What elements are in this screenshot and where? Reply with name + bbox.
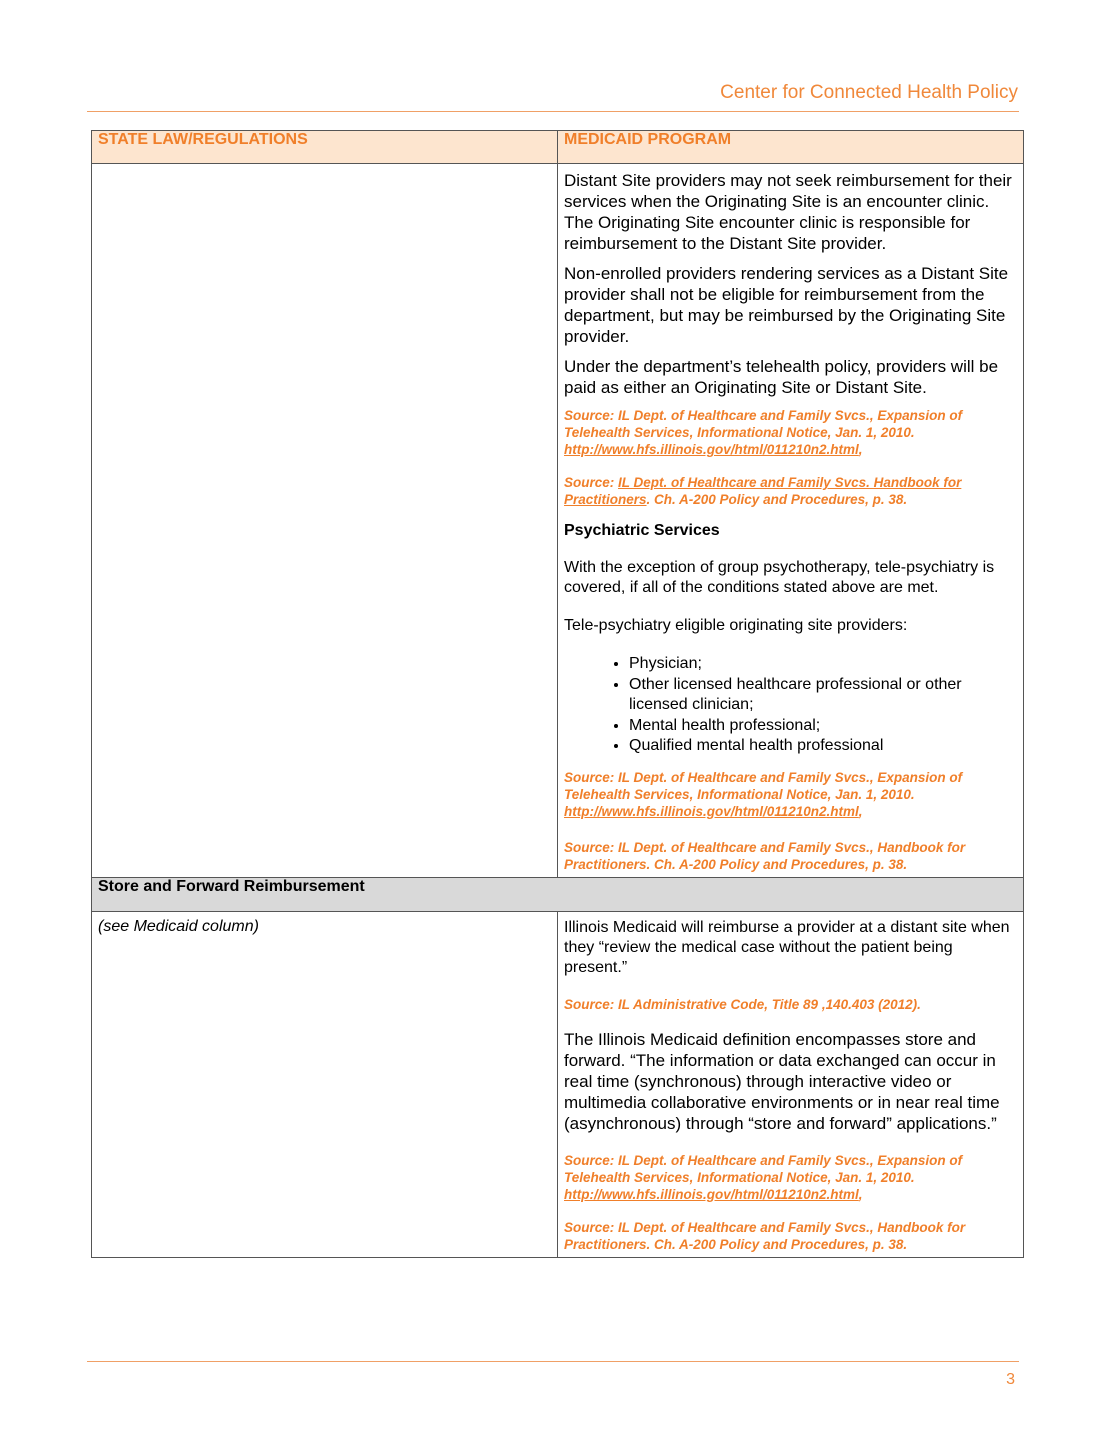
source-link[interactable]: http://www.hfs.illinois.gov/html/011210n2.html (564, 1186, 859, 1202)
section-title: Store and Forward Reimbursement (92, 877, 1024, 911)
column-header-medicaid: MEDICAID PROGRAM (558, 131, 1024, 164)
paragraph: Non-enrolled providers rendering services as a Distant Site provider shall not be eligible for reimbursement from the department, but may be reimbursed by the Originating Site provider. (564, 264, 1009, 346)
column-header-state-law: STATE LAW/REGULATIONS (92, 131, 558, 164)
source-link[interactable]: http://www.hfs.illinois.gov/html/011210n2.html (564, 442, 859, 457)
source-link[interactable]: http://www.hfs.illinois.gov/html/011210n2.html (564, 803, 859, 819)
source-citation: Source: IL Dept. of Healthcare and Family Svcs., Expansion of Telehealth Services, Informational Notice, Jan. 1, 2010. http://www.hfs.illinois.gov/html/011210n2.html, (564, 769, 963, 819)
list-item: • Mental health professional; (629, 716, 1017, 737)
provider-list (564, 654, 1017, 757)
header-title: Center for Connected Health Policy (720, 82, 1018, 103)
source-citation: Source: IL Administrative Code, Title 89 ,140.403 (2012). (564, 996, 921, 1012)
footer-divider (87, 1361, 1019, 1362)
list-item: • Physician; (629, 654, 1017, 675)
list-item: • Other licensed healthcare professional or other licensed clinician; (629, 675, 1017, 716)
source-citation: Source: IL Dept. of Healthcare and Family Svcs., Expansion of Telehealth Services, Informational Notice, Jan. 1, 2010. http://www.hfs.illinois.gov/html/011210n2.html, (564, 408, 963, 457)
table-header-row (92, 131, 1024, 164)
state-law-cell (92, 911, 558, 1257)
medicaid-cell (558, 911, 1024, 1257)
source-citation: Source: IL Dept. of Healthcare and Family Svcs. Handbook for Practitioners. Ch. A-200 Policy and Procedures, p. 38. (564, 475, 962, 507)
header-divider (87, 111, 1019, 112)
table-row (92, 164, 1024, 878)
paragraph: With the exception of group psychotherapy, tele-psychiatry is covered, if all of the conditions stated above are met. (564, 559, 995, 596)
handbook-link[interactable]: IL Dept. of Healthcare and Family Svcs. Handbook for Practitioners (564, 475, 962, 507)
medicaid-cell (558, 164, 1024, 878)
see-medicaid-note: (see Medicaid column) (98, 917, 259, 935)
source-citation: Source: IL Dept. of Healthcare and Family Svcs., Handbook for Practitioners. Ch. A-200 Policy and Procedures, p. 38. (564, 839, 966, 872)
state-law-cell (92, 164, 558, 878)
policy-table (91, 130, 1024, 1258)
source-citation: Source: IL Dept. of Healthcare and Family Svcs., Handbook for Practitioners. Ch. A-200 Policy and Procedures, p. 38. (564, 1219, 966, 1252)
source-citation: Source: IL Dept. of Healthcare and Family Svcs., Expansion of Telehealth Services, Informational Notice, Jan. 1, 2010. http://www.hfs.illinois.gov/html/011210n2.html, (564, 1152, 963, 1202)
paragraph: Under the department’s telehealth policy, providers will be paid as either an Originating Site or Distant Site. (564, 357, 999, 397)
section-header-row (92, 877, 1024, 911)
paragraph: Illinois Medicaid will reimburse a provider at a distant site when they “review the medical case without the patient being present.” (564, 918, 1010, 976)
section-subheading: Psychiatric Services (564, 522, 720, 539)
page-number: 3 (1006, 1371, 1015, 1388)
paragraph: Distant Site providers may not seek reimbursement for their services when the Originating Site is an encounter clinic. The Originating Site encounter clinic is responsible for reimbursement to the Distant Site provider. (564, 171, 1012, 253)
list-item: • Qualified mental health professional (629, 736, 1017, 757)
paragraph: The Illinois Medicaid definition encompasses store and forward. “The information or data exchanged can occur in real time (synchronous) through interactive video or multimedia collaborative environments or in near real time (asynchronous) through “store and forward” applications.” (564, 1029, 1000, 1133)
paragraph: Tele-psychiatry eligible originating site providers: (564, 617, 908, 634)
table-row (92, 911, 1024, 1257)
